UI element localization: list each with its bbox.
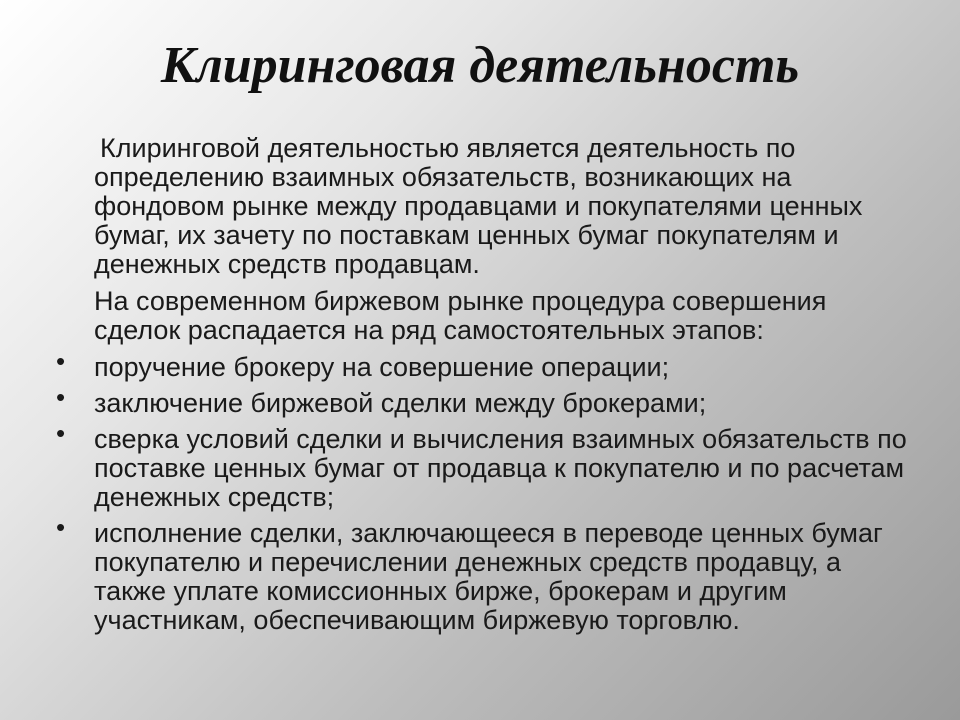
bullet-icon: • [56, 382, 66, 412]
paragraph-text: Клиринговой деятельностью является деятельность по определению взаимных обязательств, возникающих на фондовом рынке между продавцами и покупателями ценных бумаг, их зачету по поставкам ценных бумаг покупателям и денежных средств продавцам. [94, 133, 863, 279]
list-item-text: сверка условий сделки и вычисления взаимных обязательств по поставке ценных бумаг от продавца к покупателю и по расчетам денежных средств; [94, 424, 907, 512]
bullet-icon: • [56, 512, 66, 542]
bullet-icon: • [56, 346, 66, 376]
slide-body [48, 134, 918, 642]
list-item [48, 382, 918, 418]
list-item [48, 346, 918, 382]
paragraph-stages-intro [48, 287, 918, 345]
slide-title: Клиринговая деятельность [160, 37, 800, 94]
list-item-text: исполнение сделки, заключающееся в переводе ценных бумаг покупателю и перечислении денежных средств продавцу, а также уплате комиссионных бирже, брокерам и другим участникам, обеспечивающим биржевую торговлю. [94, 518, 883, 635]
paragraph-text: На современном биржевом рынке процедура совершения сделок распадается на ряд самостоятельных этапов: [94, 286, 827, 345]
paragraph-definition [48, 134, 918, 279]
list-item [48, 418, 918, 512]
list-item [48, 512, 918, 635]
bullet-icon: • [56, 418, 66, 448]
list-item-text: поручение брокеру на совершение операции; [94, 352, 670, 382]
list-item-text: заключение биржевой сделки между брокерами; [94, 388, 707, 418]
